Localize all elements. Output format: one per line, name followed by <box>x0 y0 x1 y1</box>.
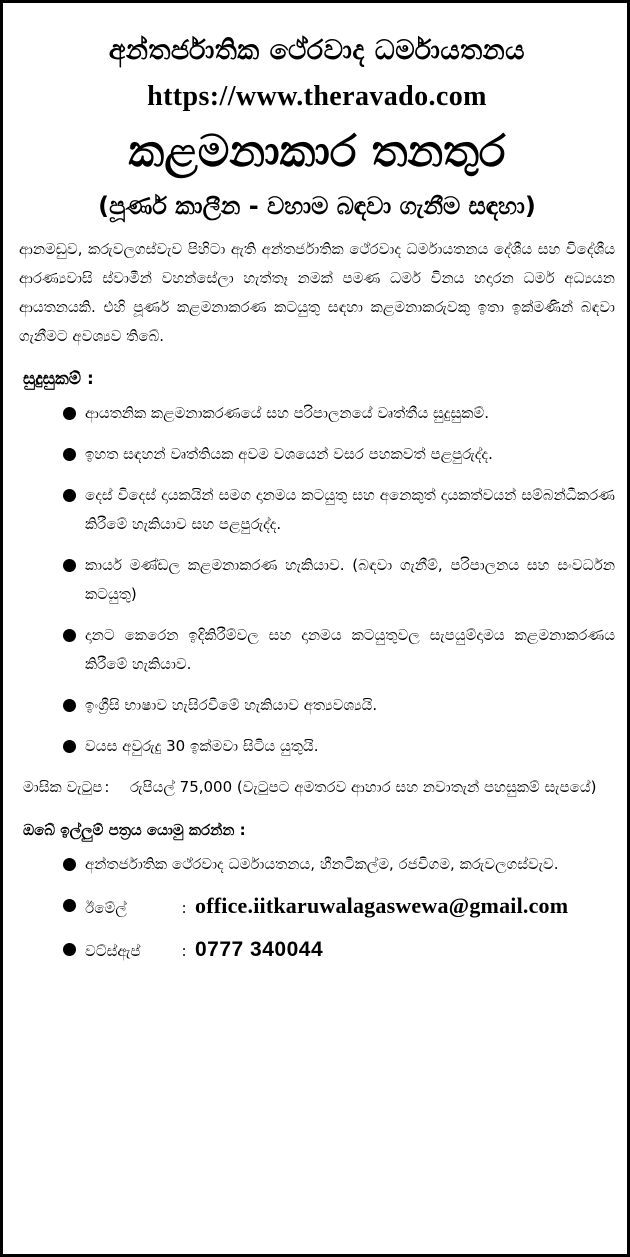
qualification-item: දානට කෙරෙන ඉදිකිරීම්වල සහ දානමය කටයුතුවල සැපයුම්දාමය කළමනාකරණය කිරීමේ හැකියාව. <box>19 621 615 679</box>
bullet-icon <box>63 448 76 461</box>
qualification-item: දෙස් විදෙස් දායකයින් සමග දානමය කටයුතු සහ අනෙකුත් දායකත්වයන් සම්බන්ධීකරණ කිරීමේ හැකියාව සහ පළපුරුද්ද. <box>19 481 615 539</box>
position-title: කළමනාකාර තනතුර <box>128 126 506 177</box>
intro-paragraph: ආනමඩුව, කරුවලගස්වැව පිහිටා ඇති අන්තර්ජාතික ථේරවාද ධර්මායතනය දේශීය සහ විදේශීය ආරණ්‍යවාසි ස්වාමීන් වහන්සේලා හැත්තෑ නමක් පමණ ධර්ම විනය හදාරන ධර්ම අධ්‍යයන ආයතනයකි. එහි පූර්ණ කළමනාකරණ කටයුතු සඳහා කළමනාකරුවකු ඉතා ඉක්මණින් බඳවා ගැනීමට අවශ්‍යව තිබේ. <box>19 240 615 345</box>
qualifications-list <box>19 399 615 761</box>
salary-label: මාසික වැටුප <box>23 778 103 796</box>
bullet-icon <box>63 489 76 502</box>
website-url: https://www.theravado.com <box>147 81 487 112</box>
qualifications-title: සුදුසුකම් : <box>23 369 94 389</box>
bullet-icon <box>63 629 76 642</box>
qualification-item: ඉංග්‍රීසි භාෂාව හැසිරවීමේ හැකියාව අත්‍යවශ්‍යයි. <box>19 691 615 720</box>
contact-email-row <box>19 891 615 923</box>
bullet-icon <box>63 559 76 572</box>
qualification-item: වයස අවුරුදු 30 ඉක්මවා සිටිය යුතුයි. <box>19 732 615 761</box>
contact-phone-row <box>19 935 615 966</box>
contact-list <box>19 850 615 966</box>
header <box>19 31 615 225</box>
bullet-icon <box>63 943 76 956</box>
email-address[interactable]: office.iitkaruwalagaswewa@gmail.com <box>195 893 569 918</box>
qualification-item: ආයතනික කළමනාකරණයේ සහ පරිපාලනයේ වෘත්තීය සුදුසුකම්. <box>19 399 615 428</box>
salary-row <box>19 773 615 802</box>
bullet-icon <box>63 899 76 912</box>
organization-name: අන්තර්ජාතික ථේරවාද ධර්මායතනය <box>108 35 526 66</box>
salary-separator: : <box>104 778 110 796</box>
bullet-icon <box>63 407 76 420</box>
bullet-icon <box>63 699 76 712</box>
email-label: ඊමේල් <box>85 899 127 917</box>
qualification-item: ඉහත සඳහන් වෘත්තියක අවම වශයෙන් වසර පහකවත් පළපුරුද්ද. <box>19 440 615 469</box>
position-subtitle: (පූර්ණ කාලීන - වහාම බඳවා ගැනීම සඳහා) <box>98 192 536 220</box>
whatsapp-number[interactable]: 0777 340044 <box>195 938 324 961</box>
bullet-icon <box>63 858 76 871</box>
qualification-item: කාර්ය මණ්ඩල කළමනාකරණ හැකියාව. (බඳවා ගැනීම්, පරිපාලනය සහ සංවර්ධන කටයුතු) <box>19 551 615 609</box>
apply-title: ඔබේ ඉල්ලුම් පත්‍රය යොමු කරන්න : <box>23 821 246 839</box>
whatsapp-separator: : <box>181 942 187 960</box>
whatsapp-label: වට්ස්ඇප් <box>85 942 141 960</box>
email-separator: : <box>181 899 187 917</box>
salary-value: රුපියල් 75,000 (වැටුපට අමතරව ආහාර සහ නවාතැන් පහසුකම් සැපයේ) <box>129 778 597 796</box>
contact-address: අන්තර්ජාතික ථේරවාද ධර්මායතනය, හීනටිකල්ම, රජවිගම, කරුවලගස්වැව. <box>19 850 615 879</box>
bullet-icon <box>63 740 76 753</box>
